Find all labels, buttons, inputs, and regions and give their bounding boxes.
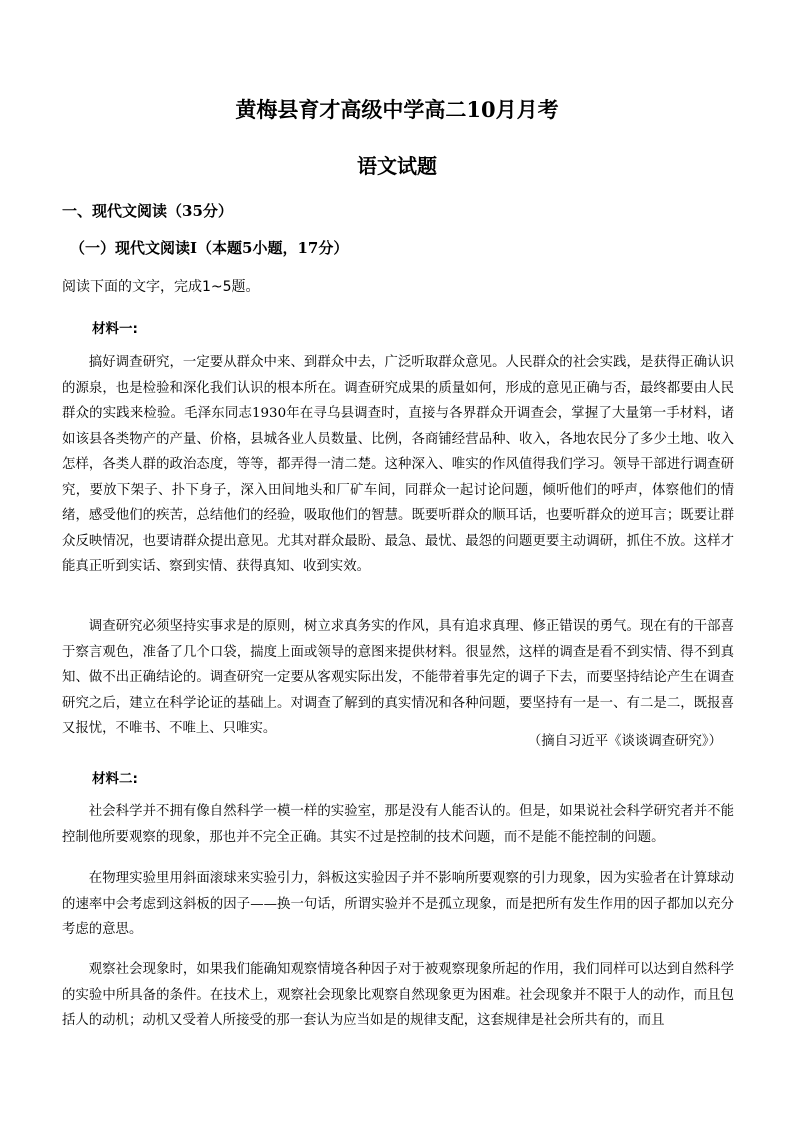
material-one-label: 材料一:	[92, 321, 138, 337]
section-heading: 一、现代文阅读（35分）	[62, 202, 233, 220]
reading-instruction: 阅读下面的文字，完成1~5题。	[62, 279, 260, 295]
material-two-paragraph-2: 在物理实验里用斜面滚球来实验引力，斜板这实验因子并不影响所要观察的引力现象，因为实验者在计算球动的速率中会考虑到这斜板的因子——换一句话，所谓实验并不是孤立现象，而是把所有发生作用的因子都加以充分考虑的意思。	[62, 871, 734, 937]
material-two-paragraph-1: 社会科学并不拥有像自然科学一模一样的实验室，那是没有人能否认的。但是，如果说社会科学研究者并不能控制他所要观察的现象，那也并不完全正确。其实不过是控制的技术问题，而不是能不能控制的问题。	[62, 804, 734, 845]
material-one-paragraph-2: 调查研究必须坚持实事求是的原则，树立求真务实的作风，具有追求真理、修正错误的勇气。现在有的干部喜于察言观色，准备了几个口袋，揣度上面或领导的意图来提供材料。很显然，这样的调查是看不到实情、得不到真知、做不出正确结论的。调查研究一定要从客观实际出发，不能带着事先定的调子下去，而要坚持结论产生在调查研究之后，建立在科学论证的基础上。对调查了解到的真实情况和各种问题，要坚持有一是一、有二是二，既报喜又报忧，不唯书、不唯上、只唯实。	[62, 619, 734, 736]
exam-title: 黄梅县育才高级中学高二10月月考	[235, 97, 559, 122]
material-one-source: （摘自习近平《谈谈调查研究》）	[527, 734, 722, 749]
material-two-label: 材料二:	[92, 771, 138, 787]
material-two-paragraph-3: 观察社会现象时，如果我们能确知观察情境各种因子对于被观察现象所起的作用，我们同样可以达到自然科学的实验中所具备的条件。在技术上，观察社会现象比观察自然现象更为困难。社会现象并不限于人的动作，而且包括人的动机；动机又受着人所接受的那一套认为应当如是的规律支配，这套规律是社会所共有的，而且	[62, 962, 734, 1028]
subsection-heading: （一）现代文阅读Ⅰ（本题5小题，17分）	[70, 239, 349, 257]
material-one-paragraph-1: 搞好调查研究，一定要从群众中来、到群众中去，广泛听取群众意见。人民群众的社会实践，是获得正确认识的源泉，也是检验和深化我们认识的根本所在。调查研究成果的质量如何，形成的意见正确与否，最终都要由人民群众的实践来检验。毛泽东同志1930年在寻乌县调查时，直接与各界群众开调查会，掌握了大量第一手材料，诸如该县各类物产的产量、价格，县城各业人员数量、比例，各商铺经营品种、收入，各地农民分了多少土地、收入怎样，各类人群的政治态度，等等，都弄得一清二楚。这种深入、唯实的作风值得我们学习。领导干部进行调查研究，要放下架子、扑下身子，深入田间地头和厂矿车间，同群众一起讨论问题，倾听他们的呼声，体察他们的情绪，感受他们的疾苦，总结他们的经验，吸取他们的智慧。既要听群众的顺耳话，也要听群众的逆耳言；既要让群众反映情况，也要请群众提出意见。尤其对群众最盼、最急、最忧、最怨的问题更要主动调研，抓住不放。这样才能真正听到实话、察到实情、获得真知、收到实效。	[62, 355, 734, 574]
exam-subtitle: 语文试题	[357, 154, 437, 178]
